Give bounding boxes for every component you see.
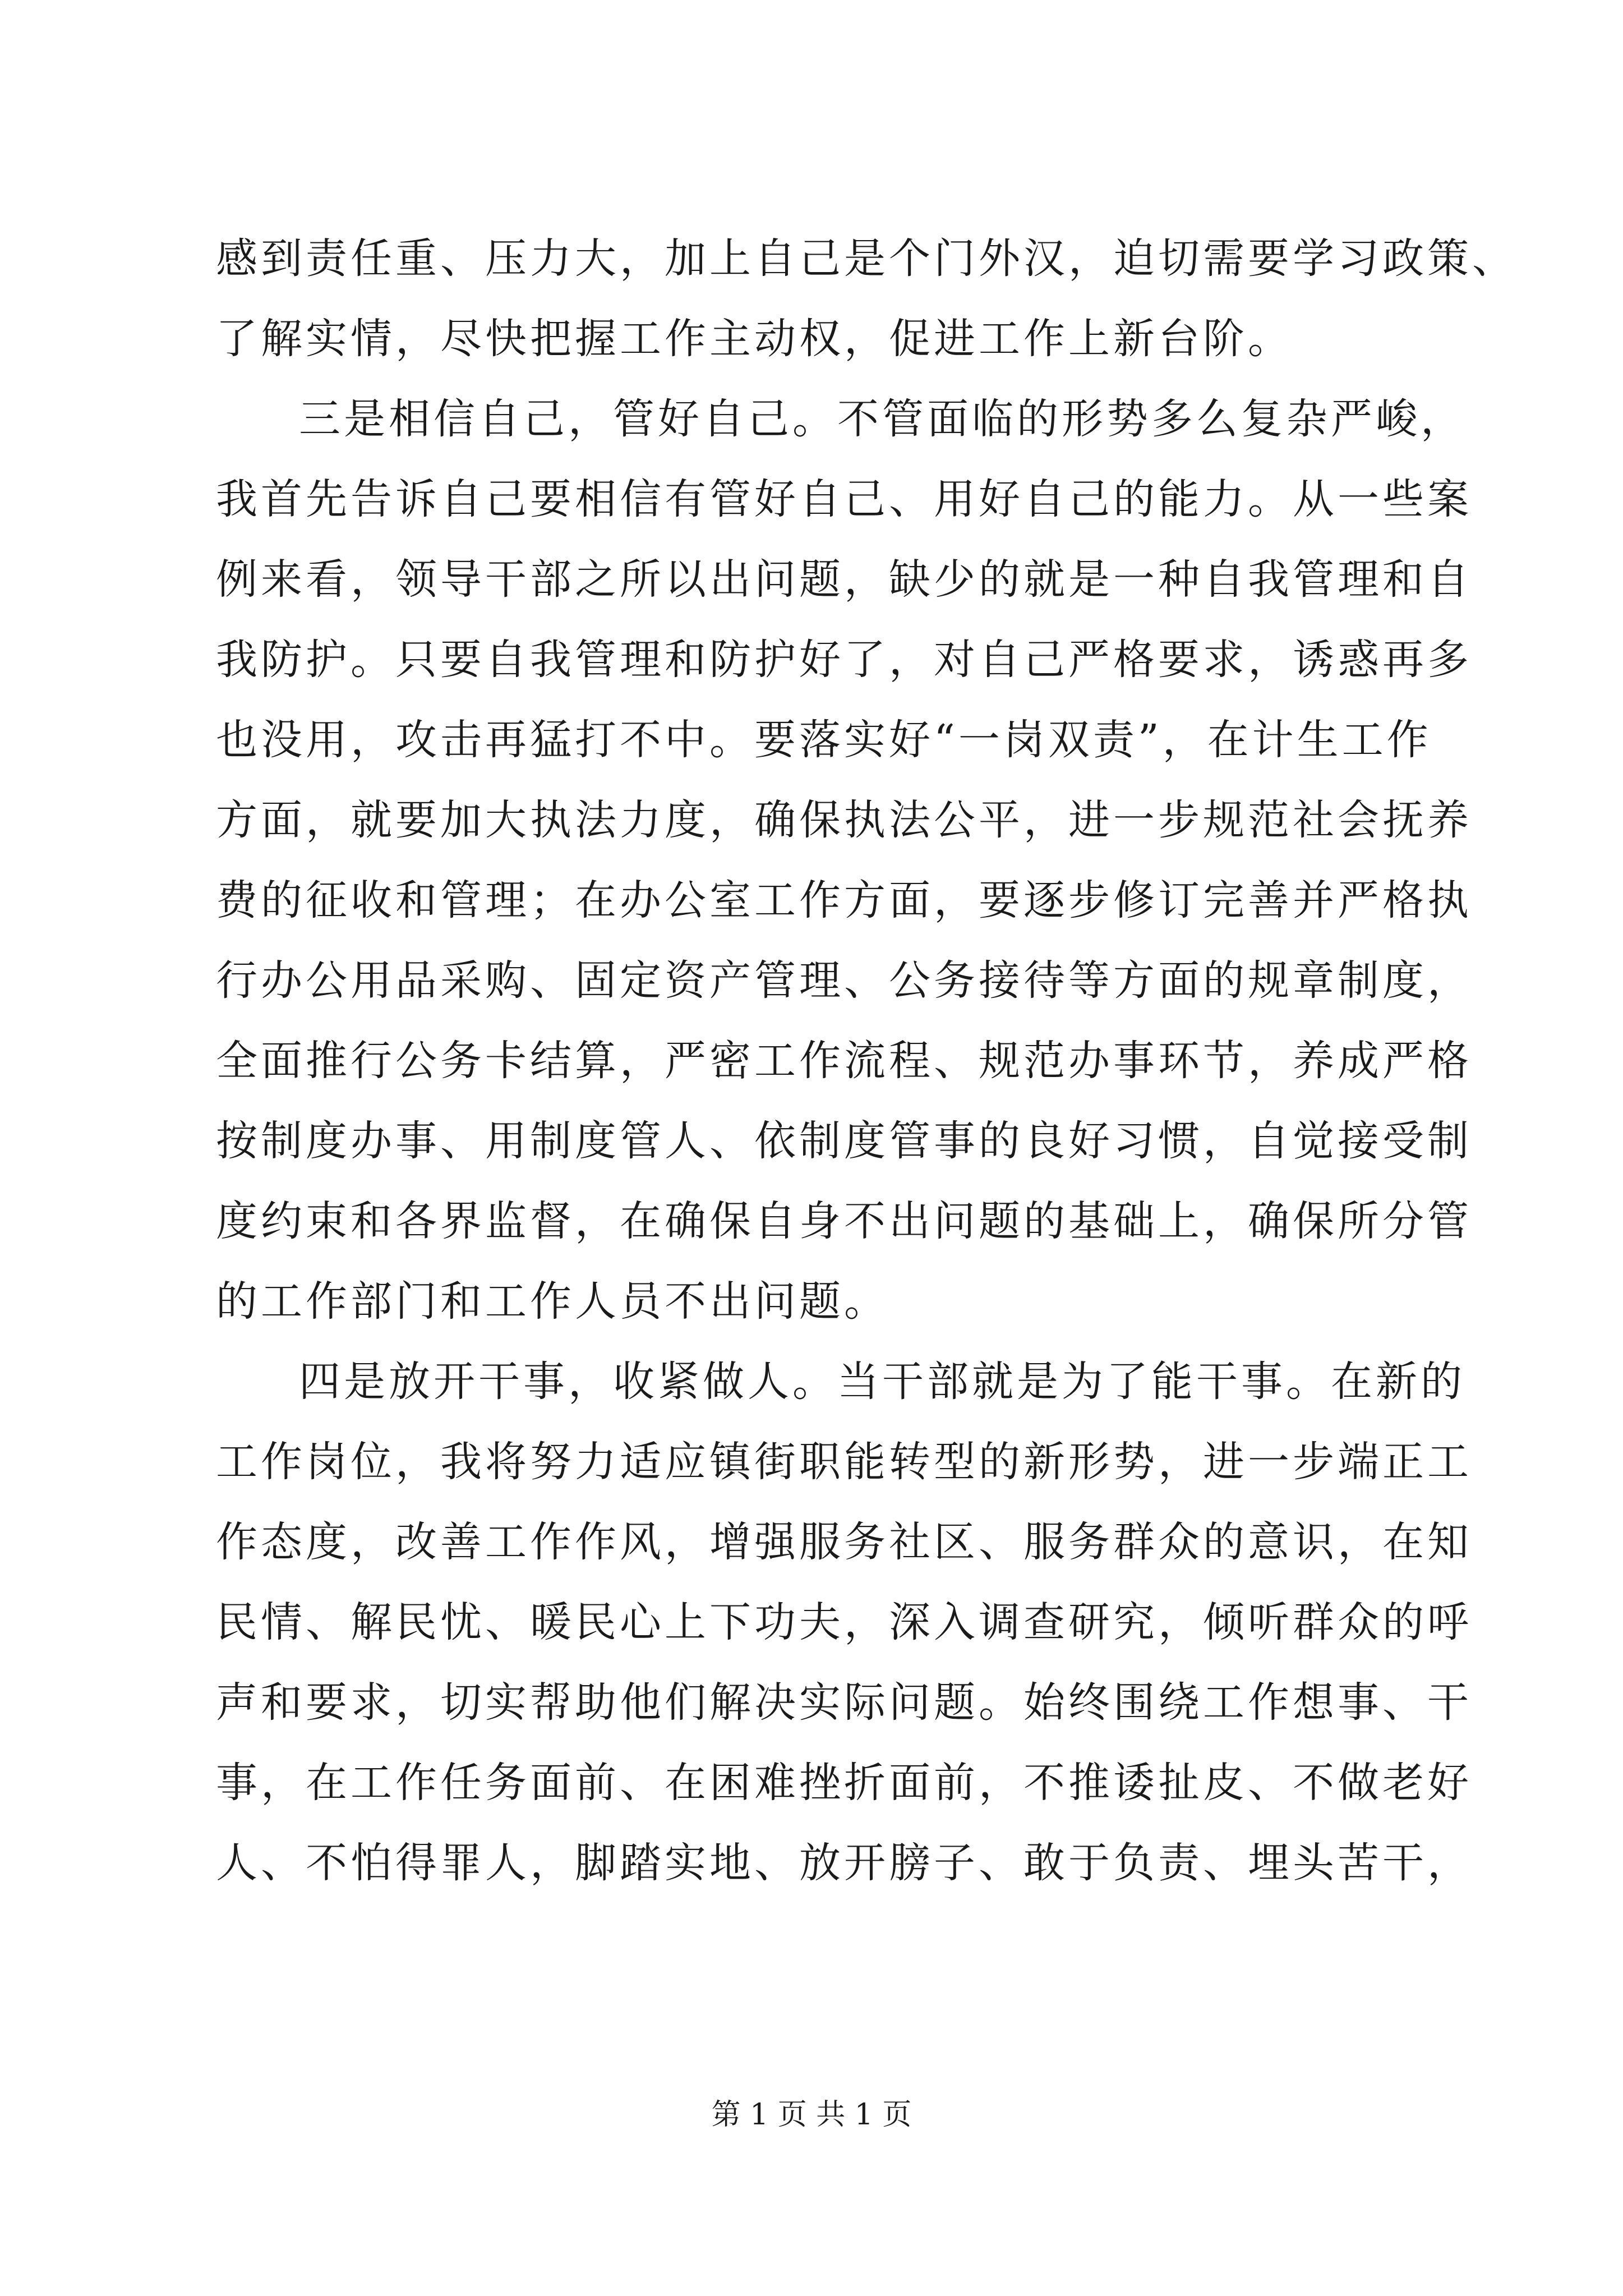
text-line: 我首先告诉自己要相信有管好自己、用好自己的能力。从一些案 <box>216 475 1472 523</box>
text-line: 费的征收和管理；在办公室工作方面，要逐步修订完善并严格执 <box>216 876 1472 924</box>
text-line: 也没用，攻击再猛打不中。要落实好“一岗双责”，在计生工作 <box>216 716 1432 764</box>
text-line: 四是放开干事，收紧做人。当干部就是为了能干事。在新的 <box>299 1358 1465 1406</box>
text-line: 例来看，领导干部之所以出问题，缺少的就是一种自我管理和自 <box>216 555 1472 604</box>
text-line: 行办公用品采购、固定资产管理、公务接待等方面的规章制度， <box>216 956 1472 1005</box>
text-line: 感到责任重、压力大，加上自己是个门外汉，迫切需要学习政策、 <box>216 234 1517 283</box>
page-footer: 第 1 页 共 1 页 <box>711 2098 912 2132</box>
text-line: 按制度办事、用制度管人、依制度管事的良好习惯，自觉接受制 <box>216 1117 1472 1165</box>
text-line: 工作岗位，我将努力适应镇街职能转型的新形势，进一步端正工 <box>216 1438 1472 1486</box>
text-line: 了解实情，尽快把握工作主动权，促进工作上新台阶。 <box>216 315 1293 363</box>
text-line: 民情、解民忧、暖民心上下功夫，深入调查研究，倾听群众的呼 <box>216 1598 1472 1646</box>
text-line: 人、不怕得罪人，脚踏实地、放开膀子、敢于负责、埋头苦干， <box>216 1839 1472 1887</box>
text-line: 全面推行公务卡结算，严密工作流程、规范办事环节，养成严格 <box>216 1037 1472 1085</box>
text-line: 我防护。只要自我管理和防护好了，对自己严格要求，诱惑再多 <box>216 636 1472 684</box>
text-line: 三是相信自己，管好自己。不管面临的形势多么复杂严峻， <box>299 395 1465 443</box>
text-line: 度约束和各界监督，在确保自身不出问题的基础上，确保所分管 <box>216 1197 1472 1245</box>
text-line: 事，在工作任务面前、在困难挫折面前，不推诿扯皮、不做老好 <box>216 1759 1472 1807</box>
text-line: 方面，就要加大执法力度，确保执法公平，进一步规范社会抚养 <box>216 796 1472 844</box>
document-body <box>216 219 1517 1903</box>
text-line: 声和要求，切实帮助他们解决实际问题。始终围绕工作想事、干 <box>216 1678 1472 1727</box>
text-line: 的工作部门和工作人员不出问题。 <box>216 1277 889 1326</box>
text-line: 作态度，改善工作作风，增强服务社区、服务群众的意识，在知 <box>216 1518 1472 1566</box>
